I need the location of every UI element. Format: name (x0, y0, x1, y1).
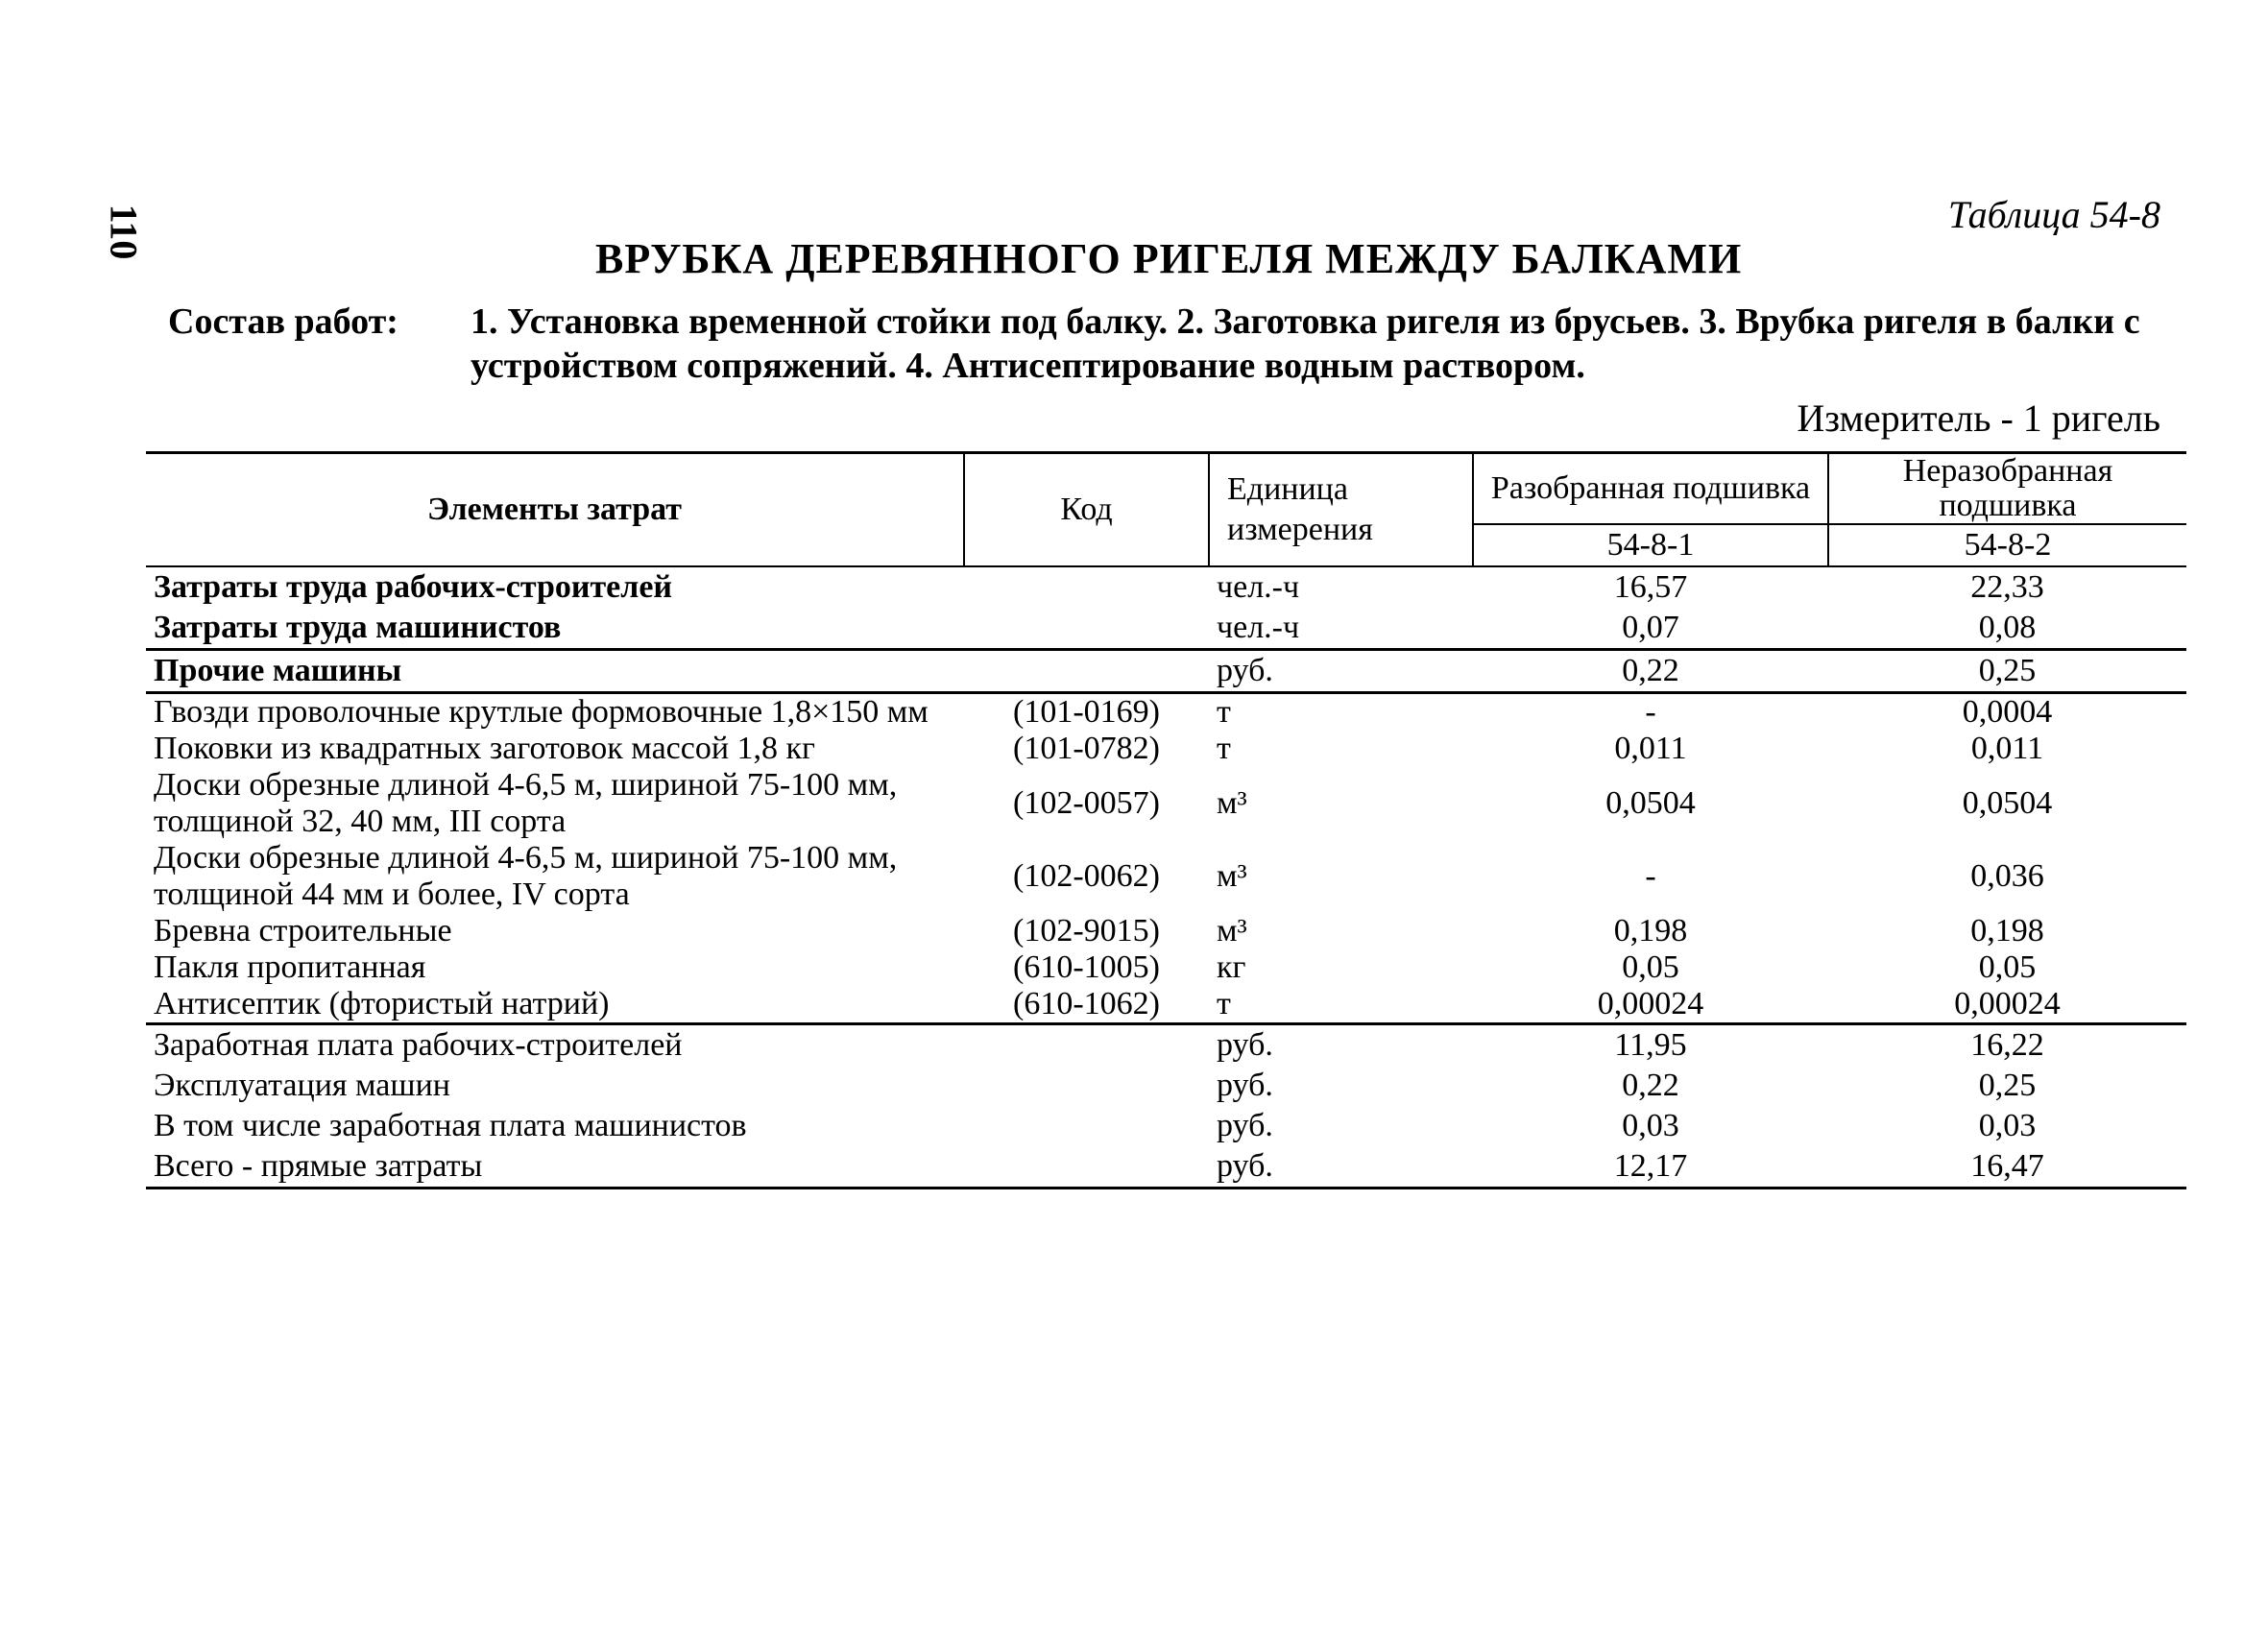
row-code (964, 1146, 1209, 1189)
header-elements: Элементы затрат (146, 453, 964, 567)
table-row (146, 949, 2186, 986)
row-code: (101-0169) (1013, 694, 1160, 730)
row-name: Бревна строительные (154, 913, 452, 949)
row-value-1: 0,00024 (1473, 986, 1828, 1024)
composition-label: Состав работ: (168, 301, 398, 342)
row-value-2: 0,198 (1970, 913, 2044, 949)
header-code: Код (964, 453, 1209, 567)
row-value-1: 0,05 (1622, 949, 1679, 985)
row-value-1: 12,17 (1473, 1146, 1828, 1189)
row-unit: м³ (1217, 785, 1247, 821)
row-value-2: 0,0004 (1962, 694, 2053, 730)
row-value-1: - (1645, 694, 1656, 730)
row-code: (102-0057) (1013, 785, 1160, 821)
row-name: В том числе заработная плата машинистов (154, 1108, 747, 1143)
table-label: Таблица 54-8 (1947, 193, 2160, 236)
row-name: Затраты труда машинистов (146, 608, 964, 650)
table-row (146, 1106, 2186, 1146)
table-row (146, 608, 2186, 650)
table-row (146, 986, 2186, 1024)
row-unit: руб. (1209, 650, 1473, 693)
row-unit: руб. (1217, 1027, 1273, 1063)
table-row (146, 566, 2186, 608)
table-row (146, 1146, 2186, 1189)
row-code: (102-9015) (1013, 913, 1160, 949)
page-title: ВРУБКА ДЕРЕВЯННОГО РИГЕЛЯ МЕЖДУ БАЛКАМИ (595, 235, 1743, 282)
cost-table (146, 451, 2186, 1189)
table-row (146, 1024, 2186, 1067)
row-value-2: 0,00024 (1828, 986, 2186, 1024)
table-row (146, 913, 2186, 949)
header-code-1: 54-8-1 (1473, 524, 1828, 566)
row-value-1: - (1645, 858, 1656, 894)
row-code: (610-1062) (964, 986, 1209, 1024)
row-code: (102-0062) (1013, 858, 1160, 894)
row-unit: руб. (1217, 1068, 1273, 1103)
table-row (146, 693, 2186, 732)
header-variant-2: Неразобранная подшивка (1828, 453, 2186, 525)
measure-unit: Измеритель - 1 ригель (1797, 396, 2160, 440)
row-unit: т (1209, 986, 1473, 1024)
row-value-1: 0,198 (1613, 913, 1688, 949)
row-code (964, 1024, 1209, 1067)
row-value-1: 0,0504 (1605, 785, 1696, 821)
row-value-1: 0,011 (1614, 731, 1687, 766)
row-name: Доски обрезные длиной 4-6,5 м, шириной 75-100 мм, толщиной 32, 40 мм, III сорта (154, 767, 898, 839)
row-unit: т (1217, 694, 1231, 730)
row-value-2: 0,25 (1828, 650, 2186, 693)
row-unit: руб. (1209, 1146, 1473, 1189)
table-row (146, 650, 2186, 693)
row-code (964, 650, 1209, 693)
row-unit: чел.-ч (1217, 569, 1300, 605)
row-name: Затраты труда рабочих-строителей (154, 569, 673, 605)
row-value-1: 0,22 (1473, 650, 1828, 693)
row-name: Пакля пропитанная (154, 949, 426, 985)
row-value-2: 16,47 (1828, 1146, 2186, 1189)
row-name: Антисептик (фтористый натрий) (146, 986, 964, 1024)
row-code: (610-1005) (1013, 949, 1160, 985)
header-code-2: 54-8-2 (1828, 524, 2186, 566)
row-unit: чел.-ч (1209, 608, 1473, 650)
row-name: Доски обрезные длиной 4-6,5 м, шириной 75-100 мм, толщиной 44 мм и более, IV сорта (154, 840, 898, 912)
row-unit: кг (1217, 949, 1246, 985)
table-row (146, 840, 2186, 913)
row-name: Эксплуатация машин (154, 1068, 450, 1103)
row-code (964, 608, 1209, 650)
page-number: 110 (102, 204, 146, 260)
row-value-2: 0,011 (1970, 731, 2044, 766)
row-unit: м³ (1217, 858, 1247, 894)
row-name: Гвозди проволочные крутлые формовочные 1,8×150 мм (154, 694, 929, 730)
row-value-2: 16,22 (1970, 1027, 2044, 1063)
row-value-2: 0,05 (1978, 949, 2037, 985)
row-code (964, 1066, 1209, 1106)
row-value-2: 0,0504 (1962, 785, 2053, 821)
row-value-1: 11,95 (1614, 1027, 1687, 1063)
row-value-2: 0,036 (1970, 858, 2044, 894)
row-value-2: 0,03 (1978, 1108, 2037, 1143)
row-value-2: 22,33 (1970, 569, 2044, 605)
row-value-1: 0,22 (1622, 1068, 1679, 1103)
row-name: Поковки из квадратных заготовок массой 1,8 кг (154, 731, 815, 766)
row-value-1: 0,07 (1473, 608, 1828, 650)
row-name: Прочие машины (146, 650, 964, 693)
table-body (146, 566, 2186, 1189)
row-value-2: 0,25 (1978, 1068, 2037, 1103)
composition-text: 1. Установка временной стойки под балку. 2. Заготовка ригеля из брусьев. 3. Врубка ригеля в балки с устройством сопряжений. 4. Антисептирование водным раствором. (470, 301, 2140, 386)
row-name: Заработная плата рабочих-строителей (154, 1027, 683, 1063)
row-value-2: 0,08 (1828, 608, 2186, 650)
row-code (964, 566, 1209, 608)
table-row (146, 1066, 2186, 1106)
row-code: (101-0782) (1013, 731, 1160, 766)
row-unit: т (1217, 731, 1231, 766)
row-code (964, 1106, 1209, 1146)
row-unit: м³ (1217, 913, 1247, 949)
row-name: Всего - прямые затраты (146, 1146, 964, 1189)
header-variant-1: Разобранная подшивка (1473, 453, 1828, 525)
row-value-1: 0,03 (1622, 1108, 1679, 1143)
row-unit: руб. (1217, 1108, 1273, 1143)
header-unit: Единица измерения (1209, 453, 1473, 567)
row-value-1: 16,57 (1613, 569, 1688, 605)
table-row (146, 731, 2186, 767)
table-row (146, 767, 2186, 840)
